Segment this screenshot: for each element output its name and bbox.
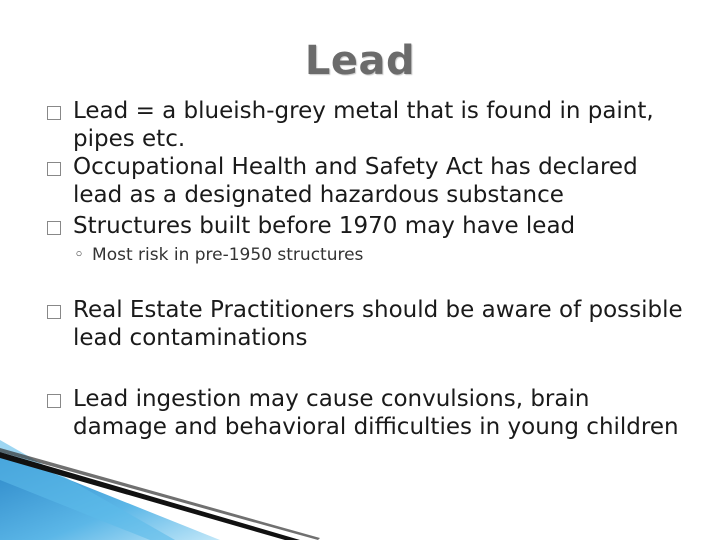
bullet-text: Structures built before 1970 may have lead — [73, 213, 576, 239]
bullet-text: Lead = a blueish-grey metal that is found in paint, pipes etc. — [73, 98, 654, 152]
checkbox-bullet-icon — [47, 221, 61, 235]
checkbox-bullet-icon — [47, 162, 61, 176]
sub-bullet-text: Most risk in pre-1950 structures — [92, 245, 364, 265]
bullet-item — [47, 212, 687, 240]
sub-bullet — [74, 244, 363, 266]
checkbox-bullet-icon — [47, 106, 61, 120]
slide-title: Lead — [304, 38, 416, 84]
checkbox-bullet-icon — [47, 305, 61, 319]
bullet-item — [47, 97, 687, 153]
bullet-item — [47, 385, 687, 441]
bullet-text: Lead ingestion may cause convulsions, brain damage and behavioral difficulties in young children — [73, 386, 679, 440]
bullet-item — [47, 153, 687, 209]
bullet-text: Occupational Health and Safety Act has declared lead as a designated hazardous substance — [73, 154, 638, 208]
bullet-item — [47, 296, 687, 352]
circle-bullet-icon: ◦ — [74, 245, 85, 265]
bullet-text: Real Estate Practitioners should be aware of possible lead contaminations — [73, 297, 683, 351]
checkbox-bullet-icon — [47, 394, 61, 408]
